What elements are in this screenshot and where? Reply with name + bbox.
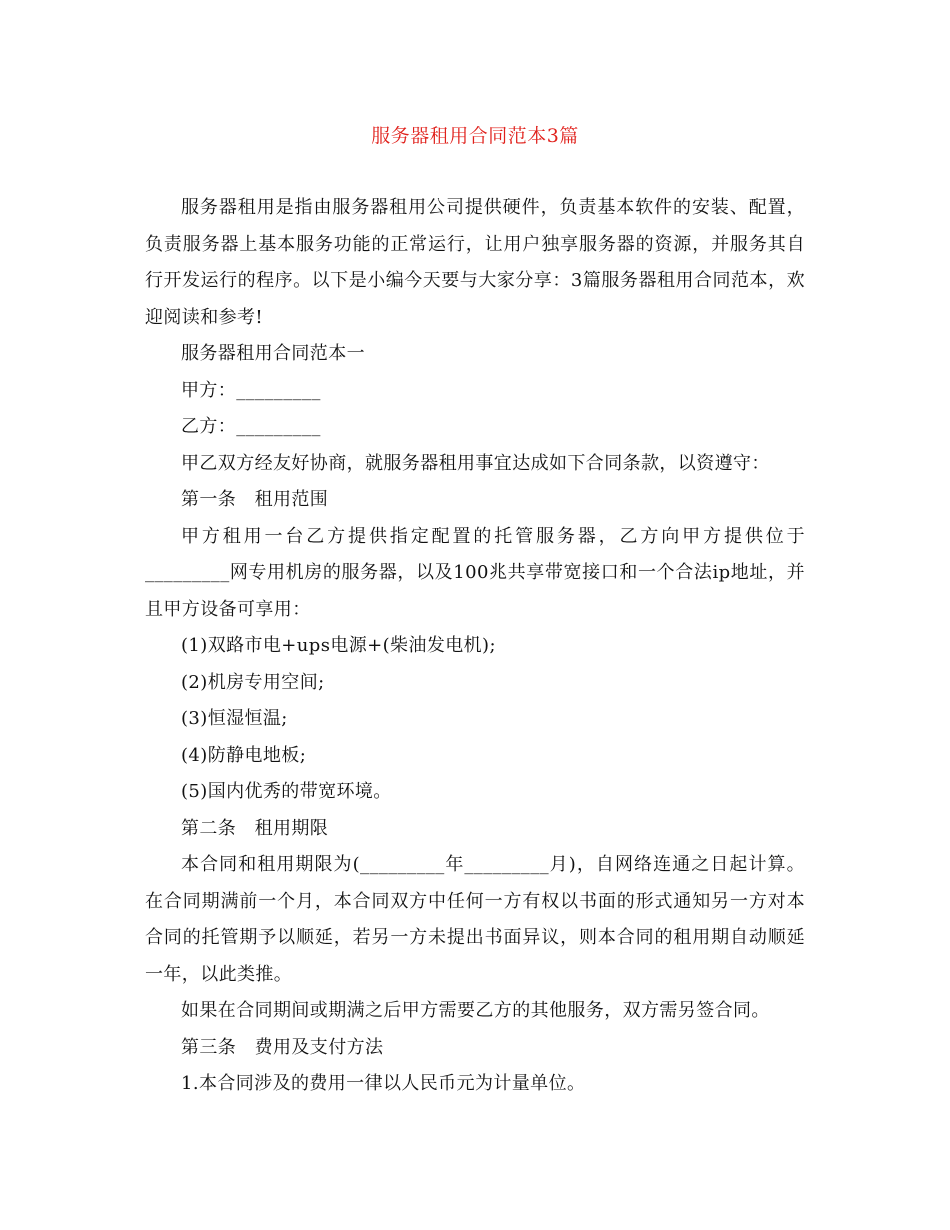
agreement-preamble: 甲乙双方经友好协商，就服务器租用事宜达成如下合同条款，以资遵守： xyxy=(181,452,770,474)
list-item: (1)双路市电+ups电源+(柴油发电机); xyxy=(181,635,496,656)
list-item: (2)机房专用空间; xyxy=(181,671,325,693)
party-a-line: 甲方：_________ xyxy=(181,379,321,401)
intro-paragraph: 服务器租用是指由服务器租用公司提供硬件，负责基本软件的安装、配置，负责服务器上基本服务功能的正常运行，让用户独享服务器的资源，并服务其自行开发运行的程序。以下是小编今天要与大家分享：3篇服务器租用合同范本，欢迎阅读和参考! xyxy=(145,197,805,328)
document-body xyxy=(145,190,805,1103)
document-title: 服务器租用合同范本3篇 xyxy=(371,125,579,147)
list-item: (4)防静电地板; xyxy=(181,744,307,766)
article-1-body: 甲方租用一台乙方提供指定配置的托管服务器，乙方向甲方提供位于_________网专用机房的服务器，以及100兆共享带宽接口和一个合法ip地址，并且甲方设备可享用： xyxy=(145,525,805,620)
article-2-heading: 第二条 租用期限 xyxy=(181,817,329,839)
article-2-note: 如果在合同期间或期满之后甲方需要乙方的其他服务，双方需另签合同。 xyxy=(181,1000,770,1021)
article-2-body: 本合同和租用期限为(_________年_________月)，自网络连通之日起计算。在合同期满前一个月，本合同双方中任何一方有权以书面的形式通知另一方对本合同的托管期予以顺延，若另一方未提出书面异议，则本合同的租用期自动顺延一年，以此类推。 xyxy=(145,854,805,985)
article-3-item-1: 1.本合同涉及的费用一律以人民币元为计量单位。 xyxy=(181,1073,586,1094)
contract-heading: 服务器租用合同范本一 xyxy=(181,343,365,364)
list-item: (3)恒湿恒温; xyxy=(181,708,288,729)
article-3-heading: 第三条 费用及支付方法 xyxy=(181,1036,384,1058)
list-item: (5)国内优秀的带宽环境。 xyxy=(181,781,392,802)
party-b-line: 乙方：_________ xyxy=(181,416,321,437)
article-1-heading: 第一条 租用范围 xyxy=(181,489,329,510)
